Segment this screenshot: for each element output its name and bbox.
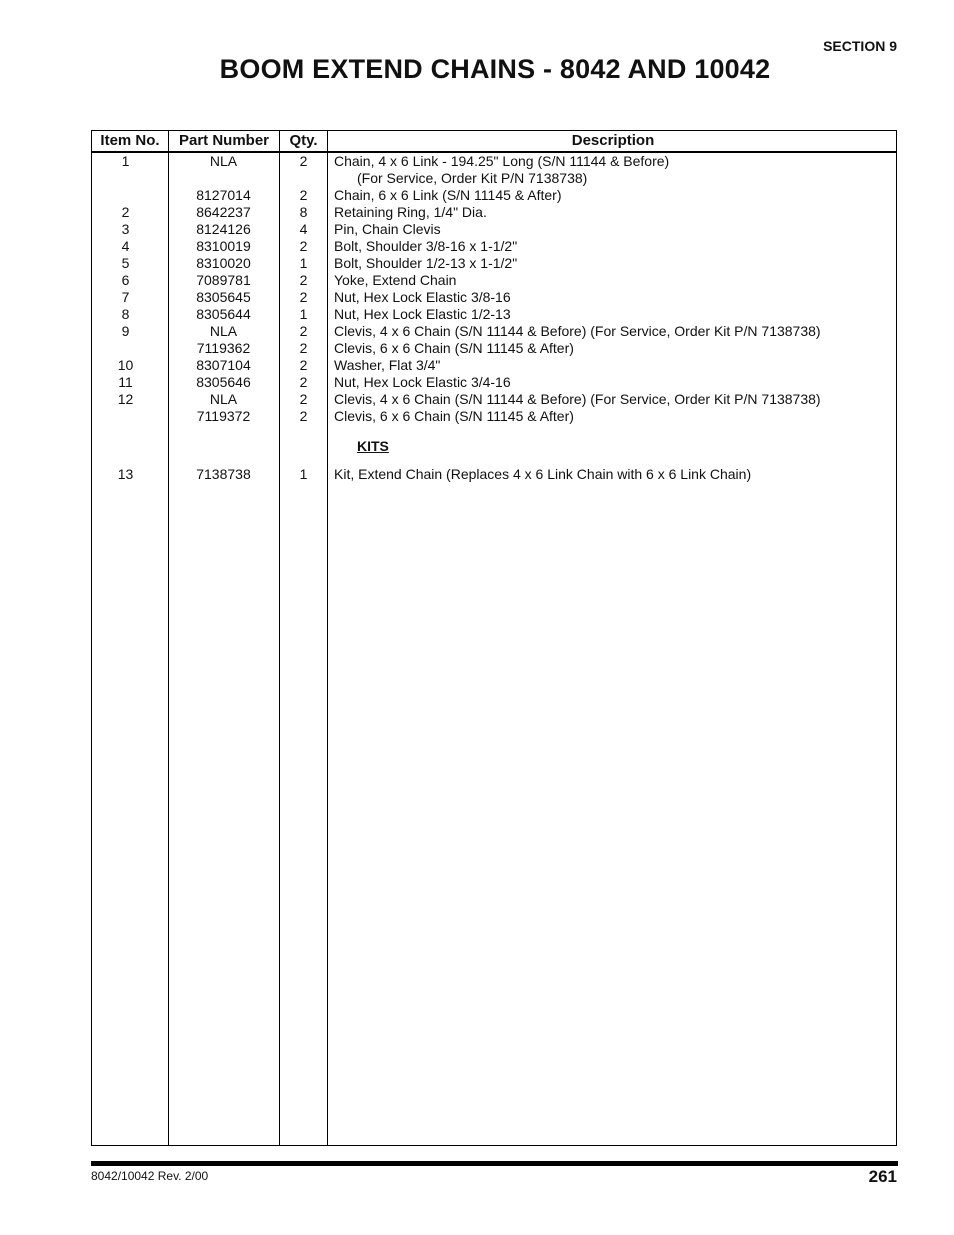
kits-heading: KITS [357, 438, 389, 454]
part-number: 8642237 [196, 204, 251, 220]
item-no: 1 [121, 153, 130, 169]
part-number: 8124126 [196, 221, 251, 237]
item-no: 12 [117, 391, 134, 407]
description: Kit, Extend Chain (Replaces 4 x 6 Link Chain with 6 x 6 Link Chain) [334, 466, 752, 482]
header-item-no: Item No. [100, 132, 160, 149]
header-qty: Qty. [289, 132, 318, 149]
description: Retaining Ring, 1/4" Dia. [334, 204, 487, 220]
quantity: 2 [299, 238, 308, 254]
part-number: 8310019 [196, 238, 251, 254]
description-continuation: (For Service, Order Kit P/N 7138738) [357, 170, 588, 186]
description: Clevis, 6 x 6 Chain (S/N 11145 & After) [334, 408, 574, 424]
quantity: 2 [299, 391, 308, 407]
section-label: SECTION 9 [823, 38, 897, 54]
part-number: 8127014 [196, 187, 251, 203]
part-number: NLA [209, 153, 238, 169]
description: Bolt, Shoulder 1/2-13 x 1-1/2" [334, 255, 518, 271]
quantity: 2 [299, 187, 308, 203]
quantity: 1 [299, 466, 308, 482]
item-no: 10 [117, 357, 134, 373]
part-number: NLA [209, 391, 238, 407]
quantity: 2 [299, 289, 308, 305]
quantity: 4 [299, 221, 308, 237]
item-no: 6 [121, 272, 130, 288]
parts-table [91, 130, 897, 1146]
part-number: 8307104 [196, 357, 251, 373]
description: Clevis, 4 x 6 Chain (S/N 11144 & Before) (For Service, Order Kit P/N 7138738) [334, 391, 821, 407]
description: Nut, Hex Lock Elastic 3/8-16 [334, 289, 511, 305]
description: Clevis, 6 x 6 Chain (S/N 11145 & After) [334, 340, 574, 356]
part-number: 8305645 [196, 289, 251, 305]
quantity: 1 [299, 306, 308, 322]
quantity: 2 [299, 323, 308, 339]
part-number: 8305646 [196, 374, 251, 390]
revision-label: 8042/10042 Rev. 2/00 [91, 1169, 209, 1183]
part-number: 7119362 [196, 340, 251, 356]
item-no: 7 [121, 289, 130, 305]
description: Chain, 6 x 6 Link (S/N 11145 & After) [334, 187, 562, 203]
quantity: 2 [299, 374, 308, 390]
part-number: NLA [209, 323, 238, 339]
page-number: 261 [868, 1167, 897, 1186]
part-number: 7089781 [196, 272, 251, 288]
item-no: 13 [117, 466, 134, 482]
item-no: 9 [121, 323, 130, 339]
item-no: 8 [121, 306, 130, 322]
quantity: 2 [299, 272, 308, 288]
description: Chain, 4 x 6 Link - 194.25" Long (S/N 11144 & Before) [334, 153, 670, 169]
item-no: 11 [118, 374, 133, 390]
item-no: 4 [121, 238, 130, 254]
description: Washer, Flat 3/4" [334, 357, 441, 373]
part-number: 7119372 [196, 408, 251, 424]
header-description: Description [571, 132, 655, 149]
quantity: 8 [299, 204, 308, 220]
quantity: 2 [299, 357, 308, 373]
description: Yoke, Extend Chain [334, 272, 457, 288]
part-number: 7138738 [196, 466, 251, 482]
item-no: 5 [121, 255, 130, 271]
quantity: 1 [299, 255, 308, 271]
item-no: 3 [121, 221, 130, 237]
description: Nut, Hex Lock Elastic 3/4-16 [334, 374, 511, 390]
quantity: 2 [299, 340, 308, 356]
quantity: 2 [299, 153, 308, 169]
column-divider [327, 131, 328, 1145]
description: Pin, Chain Clevis [334, 221, 441, 237]
quantity: 2 [299, 408, 308, 424]
description: Clevis, 4 x 6 Chain (S/N 11144 & Before) (For Service, Order Kit P/N 7138738) [334, 323, 821, 339]
header-part-number: Part Number [178, 132, 270, 149]
part-number: 8310020 [196, 255, 251, 271]
description: Bolt, Shoulder 3/8-16 x 1-1/2" [334, 238, 518, 254]
footer-rule [91, 1161, 898, 1166]
page-title: BOOM EXTEND CHAINS - 8042 AND 10042 [219, 54, 771, 84]
description: Nut, Hex Lock Elastic 1/2-13 [334, 306, 511, 322]
item-no: 2 [121, 204, 130, 220]
part-number: 8305644 [196, 306, 251, 322]
